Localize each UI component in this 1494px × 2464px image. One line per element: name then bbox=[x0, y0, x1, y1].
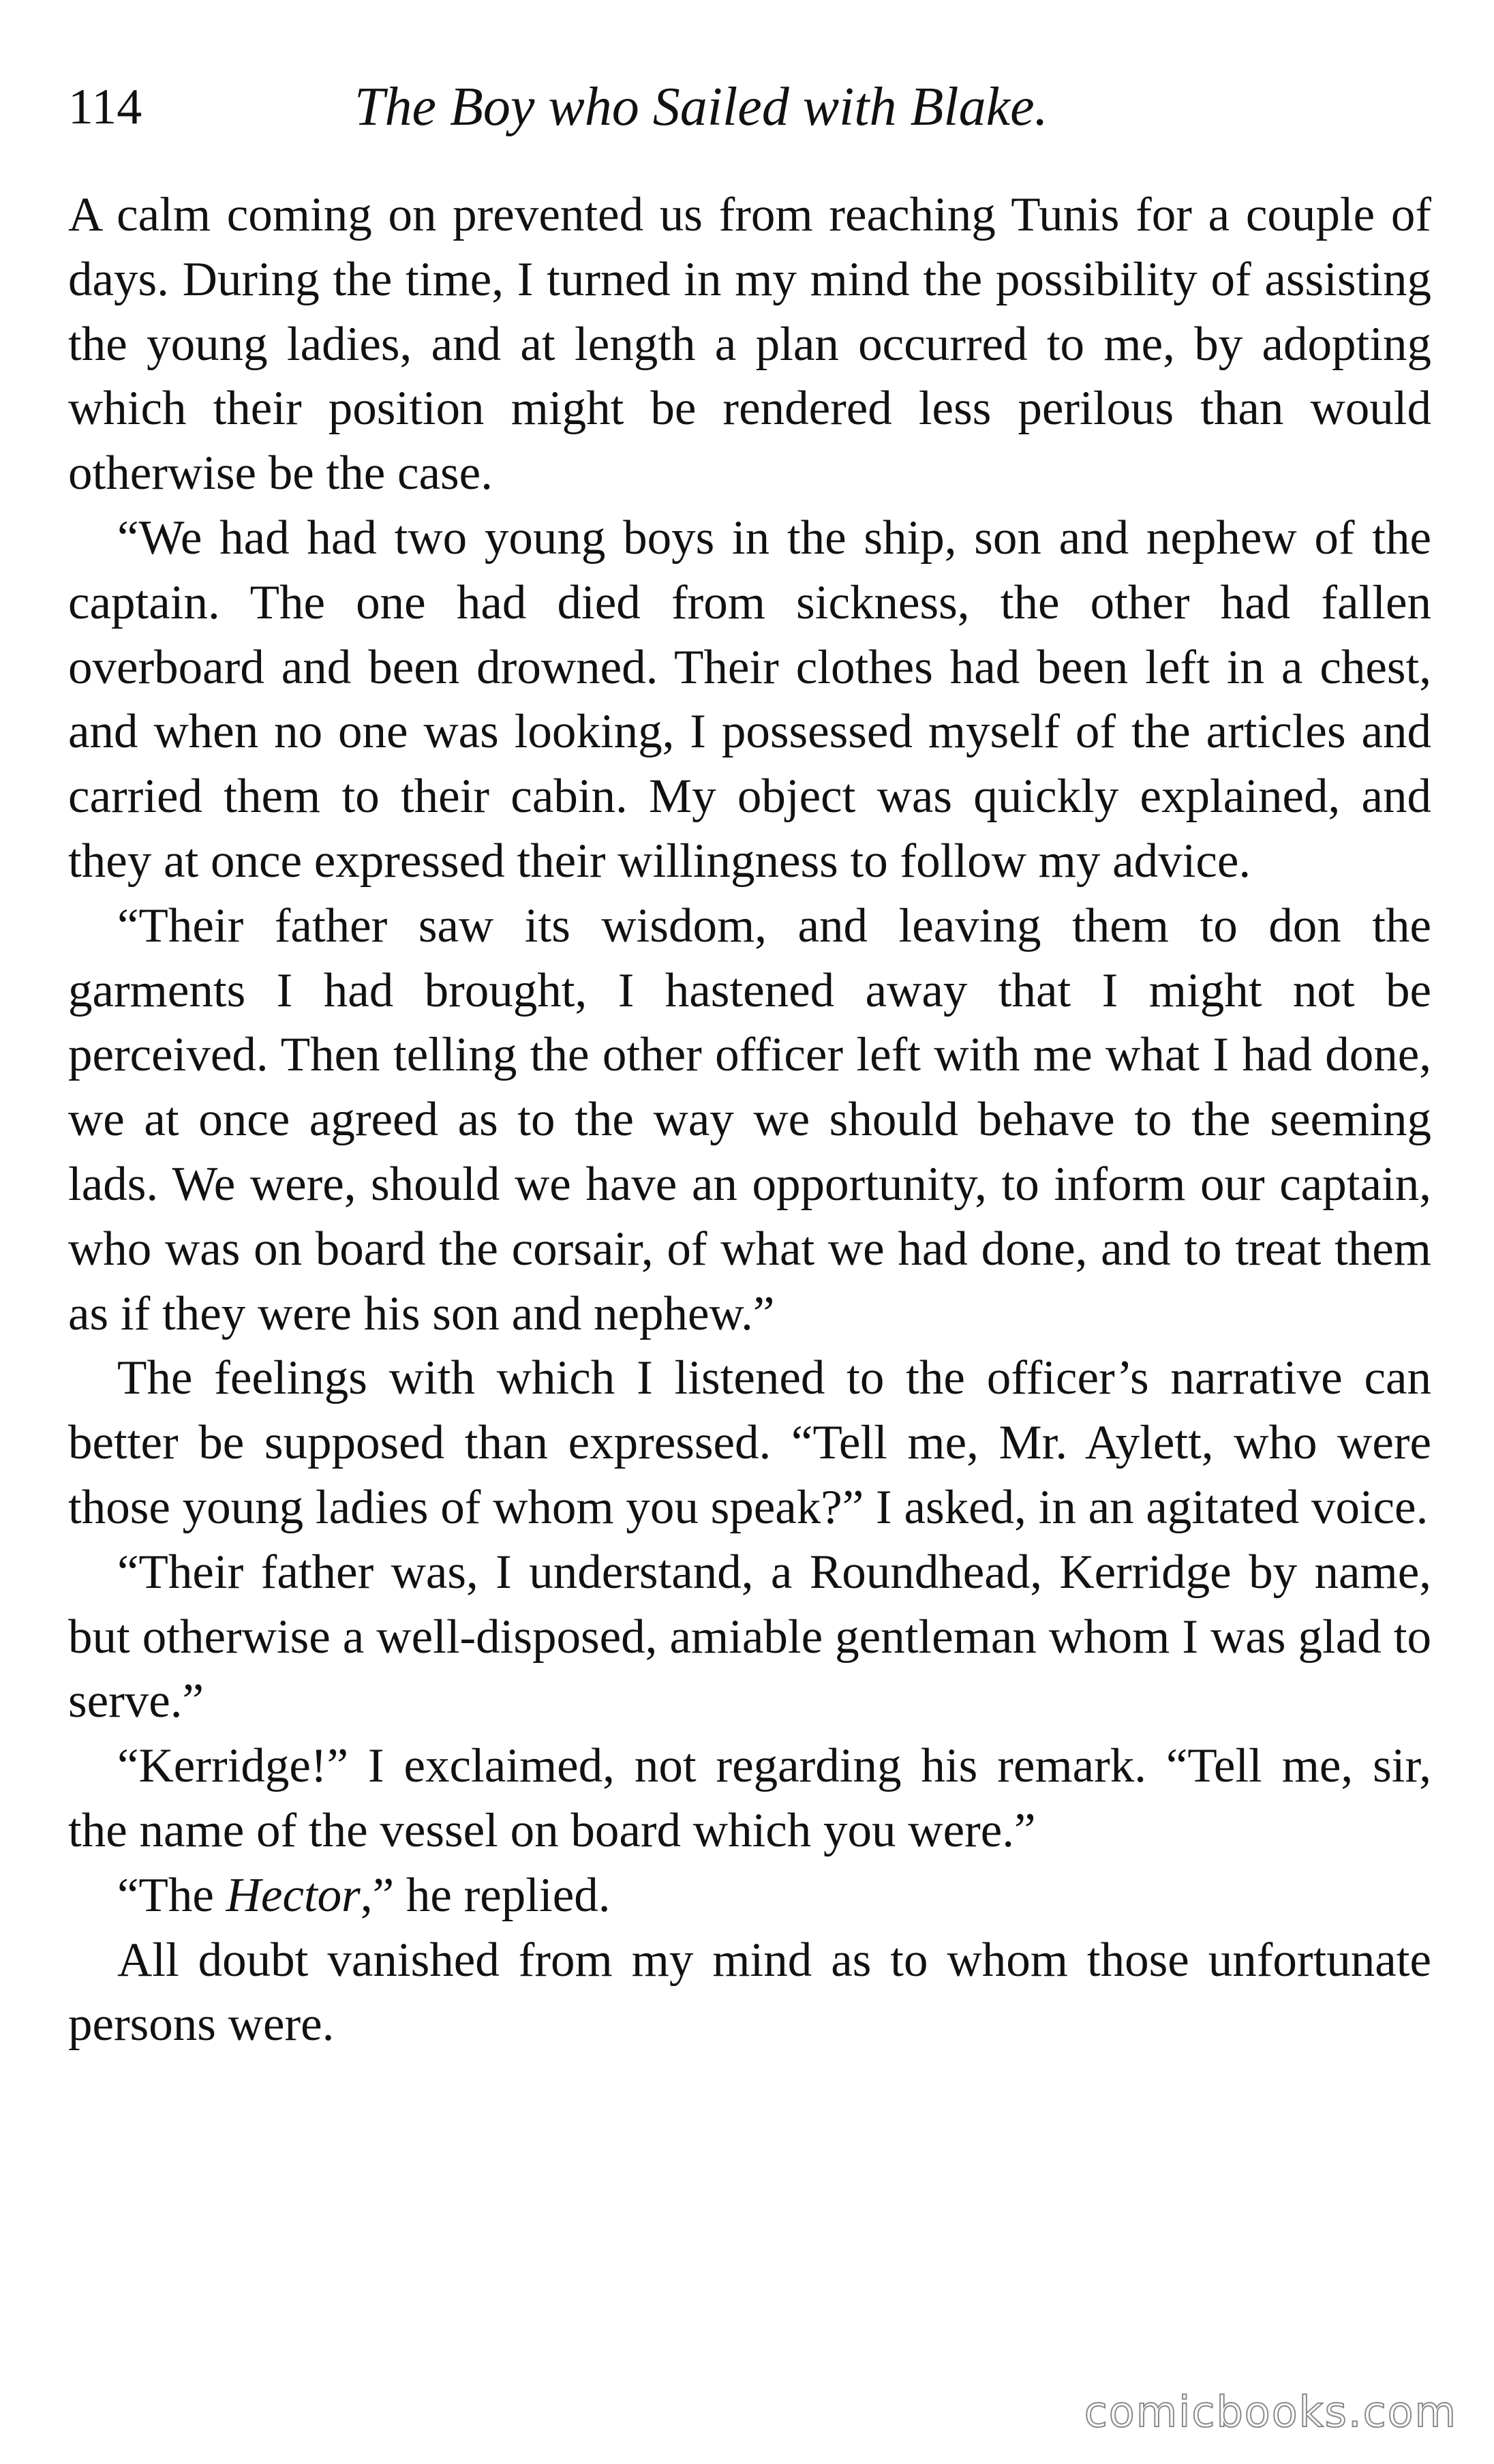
body-text bbox=[68, 183, 1431, 2057]
paragraph: A calm coming on prevented us from reaching Tunis for a couple of days. During the time, I turned in my mind the possibility of assisting the young ladies, and at length a plan occurred to me, by adopting which their position might be rendered less perilous than would otherwise be the case. bbox=[68, 188, 1431, 500]
paragraph: All doubt vanished from my mind as to whom those unfortunate persons were. bbox=[68, 1933, 1431, 2052]
quote-close-text: ,” he replied. bbox=[360, 1868, 611, 1922]
book-title: The Boy who Sailed with Blake. bbox=[354, 77, 1048, 137]
paragraph bbox=[68, 1863, 1431, 1928]
paragraph: “We had had two young boys in the ship, son and nephew of the captain. The one had died from sickness, the other had fallen overboard and been drowned. Their clothes had been left in a chest, and when no one was looking, I possessed myself of the articles and carried them to their cabin. My object was quickly explained, and they at once expressed their willingness to follow my advice. bbox=[68, 511, 1431, 888]
page-number: 114 bbox=[68, 79, 142, 135]
paragraph: “Kerridge!” I exclaimed, not regarding his remark. “Tell me, sir, the name of the vessel on board which you were.” bbox=[68, 1739, 1431, 1857]
running-head bbox=[68, 63, 1431, 151]
watermark-text: comicbooks.com bbox=[1084, 2387, 1457, 2437]
paragraph: “Their father saw its wisdom, and leaving them to don the garments I had brought, I hastened away that I might not be perceived. Then telling the other officer left with me what I had done, we at once agreed as to the way we should behave to the seeming lads. We were, should we have an opportunity, to inform our captain, who was on board the corsair, of what we had done, and to treat them as if they were his son and nephew.” bbox=[68, 899, 1431, 1340]
quote-open-text: “The bbox=[117, 1868, 226, 1922]
ship-name-italic: Hector bbox=[226, 1868, 361, 1922]
paragraph: “Their father was, I understand, a Roundhead, Kerridge by name, but otherwise a well-disposed, amiable gentleman whom I was glad to serve.” bbox=[68, 1545, 1431, 1728]
paragraph: The feelings with which I listened to the officer’s narrative can better be supposed than expressed. “Tell me, Mr. Aylett, who were those young ladies of whom you speak?” I asked, in an agitated voice. bbox=[68, 1351, 1431, 1534]
